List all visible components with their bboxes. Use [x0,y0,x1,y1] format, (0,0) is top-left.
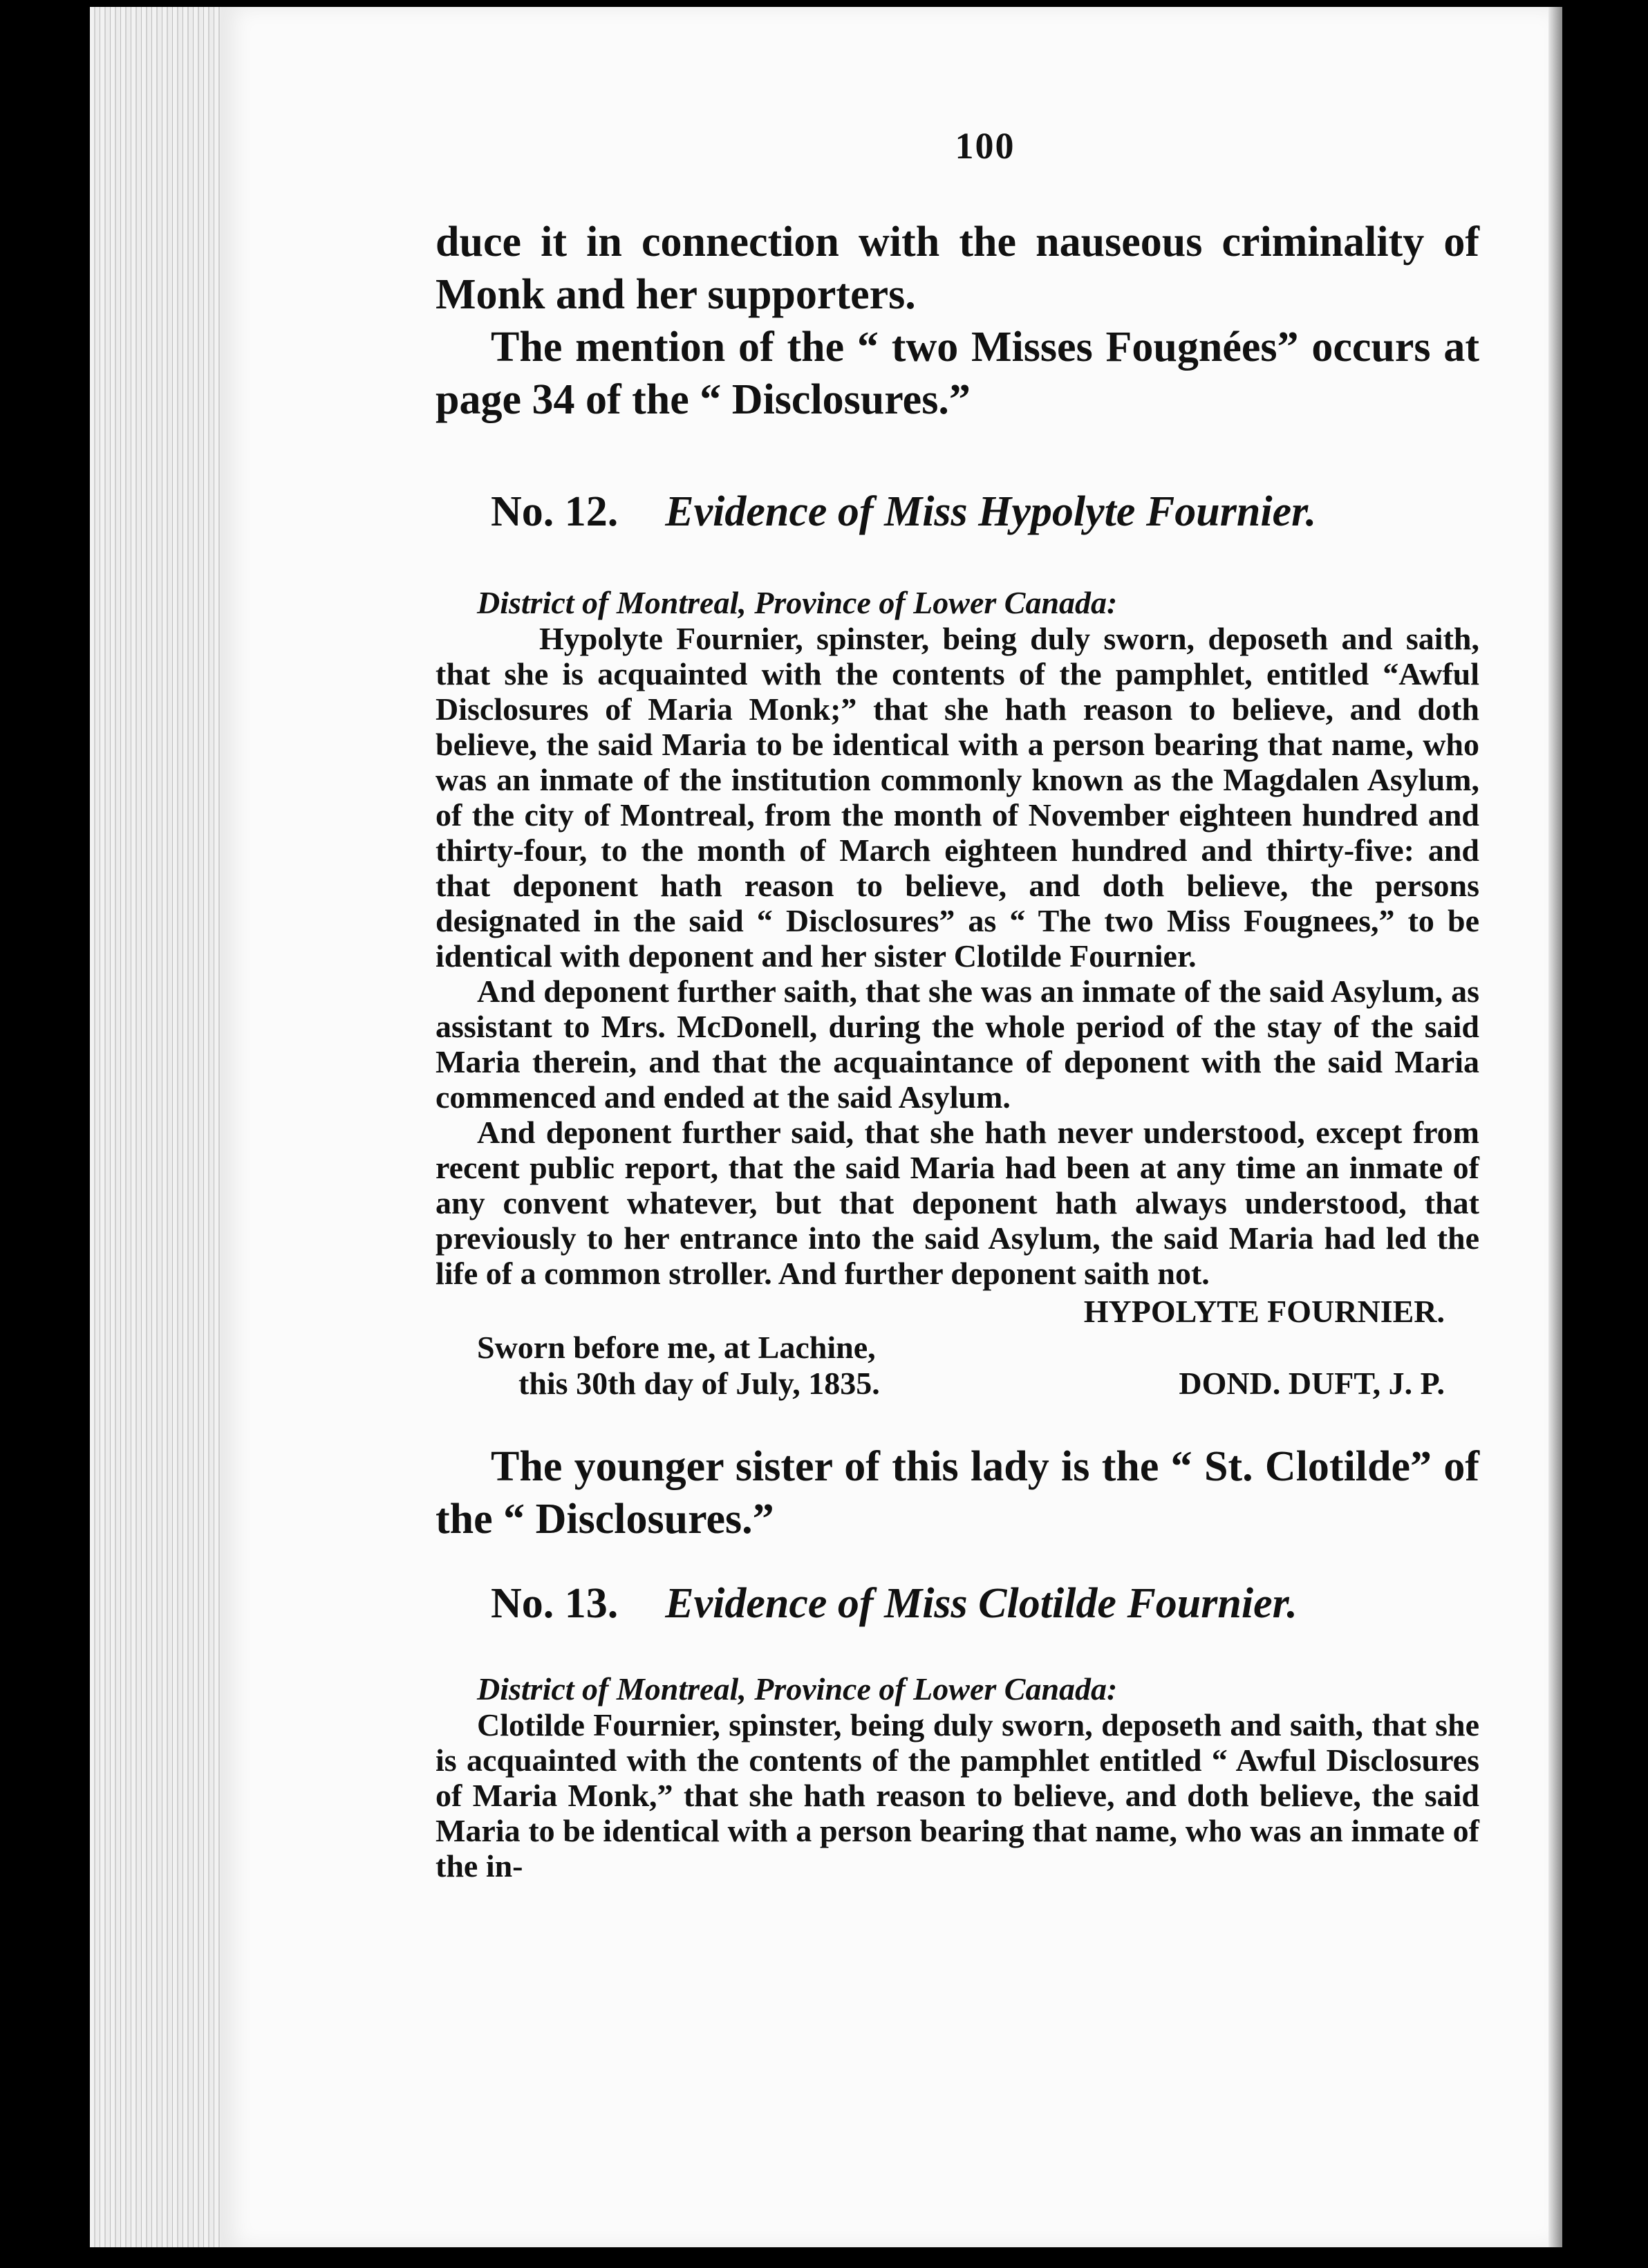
deposition-paragraph: Clotilde Fournier, spinster, being duly sworn, deposeth and saith, that she is acquainted with the contents of the pamphlet entitled “ Awful Disclosures of Maria Monk,” that she hath reason to believe, and doth believe, the said Maria to be identical with a person bearing that name, who was an inmate of the in- [436,1707,1479,1884]
scan-background [1562,0,1648,2268]
lead-paragraph: duce it in connection with the nauseous criminality of Monk and her supporters. [436,219,1479,318]
jurat-line: Sworn before me, at Lachine, [477,1330,876,1365]
section-heading-13 [491,1576,1479,1631]
lead-paragraph: The mention of the “ two Misses Fougnées” occurs at page 34 of the “ Disclosures.” [436,324,1479,423]
deposition-body [436,621,1479,1291]
district-line: District of Montreal, Province of Lower Canada: [477,1671,1118,1707]
section-number: No. 13. [491,1580,619,1627]
section-title: Evidence of Miss Hypolyte Fournier. [665,488,1317,535]
district-line: District of Montreal, Province of Lower Canada: [477,585,1118,620]
lead-text [436,216,1479,426]
deposition-paragraph: And deponent further saith, that she was an inmate of the said Asylum, as assistant to Mrs. McDonell, during the whole period of the stay of the said Maria therein, and that the acquaintance of deponent with the said Maria commenced and ended at the said Asylum. [436,974,1479,1115]
page-content [436,124,1479,1884]
section-number: No. 12. [491,488,619,535]
deposition-paragraph: And deponent further said, that she hath never understood, except from recent public report, that the said Maria had been at any time an inmate of any convent whatever, but that deponent hath always understood, that previously to her entrance into the said Asylum, the said Maria had led the life of a common stroller. And further deponent saith not. [436,1115,1479,1291]
jurat-line: this 30th day of July, 1835. [518,1366,880,1401]
book-page-edges [90,7,228,2247]
deponent-signature: HYPOLYTE FOURNIER. [1083,1294,1445,1329]
section-heading-12 [491,484,1479,539]
facing-page-edge [1548,7,1562,2247]
editorial-note [436,1440,1479,1545]
deposition-body [436,1707,1479,1884]
note-paragraph: The younger sister of this lady is the “ St. Clotilde” of the “ Disclosures.” [436,1443,1479,1543]
section-title: Evidence of Miss Clotilde Fournier. [665,1580,1298,1627]
page-number: 100 [955,125,1015,167]
deposition-paragraph: Hypolyte Fournier, spinster, being duly sworn, deposeth and saith, that she is acquainted with the contents of the pamphlet, entitled “Awful Disclosures of Maria Monk;” that she hath reason to believe, and doth believe, the said Maria to be identical with a person bearing that name, who was an inmate of the institution commonly known as the Magdalen Asylum, of the city of Montreal, from the month of November eighteen hundred and thirty-four, to the month of March eighteen hundred and thirty-five: and that deponent hath reason to believe, and doth believe, the persons designated in the said “ Disclosures” as “ The two Miss Fougnees,” to be identical with deponent and her sister Clotilde Fournier. [436,621,1479,974]
jurat [436,1330,1479,1404]
justice-signature: DOND. DUFT, J. P. [1179,1366,1445,1401]
